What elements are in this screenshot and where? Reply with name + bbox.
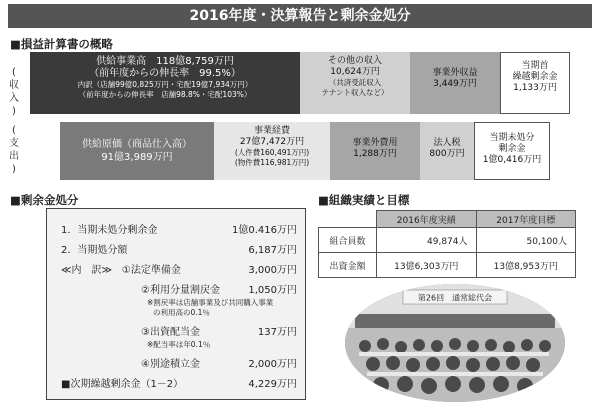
table-cell: 49,874人	[377, 228, 477, 253]
expense-corporate-tax: 法人税 800万円	[420, 122, 474, 180]
income-supply-sales: 供給事業高 118億8,759万円 （前年度からの伸長率 99.5%） 内訳（店舗99億0,825万円・宅配19億7,934万円） （前年度からの伸長率 店舗98.8%・宅配103%）	[30, 52, 300, 114]
table-corner	[319, 211, 377, 228]
surplus-row-value: 6,187万円	[248, 245, 297, 256]
table-cell: 50,100人	[476, 228, 576, 253]
meeting-banner-text: 第26回 通常総代会	[417, 293, 493, 303]
table-row	[319, 253, 576, 278]
surplus-row-label: ④別途積立金	[141, 359, 200, 370]
org-results-table	[318, 210, 576, 278]
surplus-note: ※配当率は年0.1％	[147, 340, 211, 349]
expense-unappropriated-surplus: 当期未処分 剰余金 1億0,416万円	[474, 122, 550, 180]
surplus-row-label: 1．当期未処分剰余金	[61, 225, 158, 236]
surplus-box	[46, 208, 306, 400]
table-cell: 13億8,953万円	[476, 253, 576, 278]
row-label: 組合員数	[319, 228, 377, 253]
income-non-operating: 事業外収益 3,449万円	[410, 52, 500, 114]
expense-side-label: ( 支 出 )	[9, 125, 19, 175]
pl-heading: ■損益計算書の概略	[10, 37, 113, 51]
income-other: その他の収入 10,624万円 （共済受託収入 テナント収入など）	[300, 52, 410, 114]
table-header-row	[319, 211, 576, 228]
surplus-note: の利用高の0.1％	[153, 308, 210, 317]
expense-cost-of-supply: 供給原価（商品仕入高） 91億3,989万円	[60, 122, 214, 180]
surplus-row-label: ■次期繰越剰余金（1－2）	[61, 379, 184, 390]
row-label: 出資金額	[319, 253, 377, 278]
expense-operating: 事業経費 27億7,472万円 (人件費160,491万円) (物件費116,981万円)	[214, 122, 330, 180]
surplus-row-value: 3,000万円	[248, 265, 297, 276]
income-carryover: 当期首 繰越剰余金 1,133万円	[500, 52, 570, 114]
meeting-photo-illustration	[345, 284, 565, 402]
income-side-label: ( 収 入 )	[9, 67, 19, 117]
column-header: 2017年度目標	[476, 211, 576, 228]
table-row	[319, 228, 576, 253]
surplus-note: ※割戻率は店舗事業及び共同購入事業	[147, 298, 274, 307]
general-meeting-photo	[345, 284, 565, 402]
surplus-heading: ■剰余金処分	[10, 193, 79, 207]
table-cell: 13億6,303万円	[377, 253, 477, 278]
surplus-row-label: 2．当期処分額	[61, 245, 128, 256]
surplus-row-label: ③出資配当金	[141, 327, 200, 338]
page-title: 2016年度・決算報告と剰余金処分	[8, 4, 592, 28]
surplus-row-label: ②利用分量割戻金	[141, 285, 220, 296]
surplus-row-value: 1億0.416万円	[232, 225, 297, 236]
expense-non-operating: 事業外費用 1,288万円	[330, 122, 420, 180]
surplus-row-value: 137万円	[257, 327, 297, 338]
surplus-row-label: ≪内 訳≫ ①法定準備金	[61, 265, 181, 276]
surplus-row-value: 1,050万円	[248, 285, 297, 296]
org-heading: ■組織実績と目標	[318, 193, 410, 207]
surplus-row-value: 4,229万円	[248, 379, 297, 390]
surplus-row-value: 2,000万円	[248, 359, 297, 370]
column-header: 2016年度実績	[377, 211, 477, 228]
